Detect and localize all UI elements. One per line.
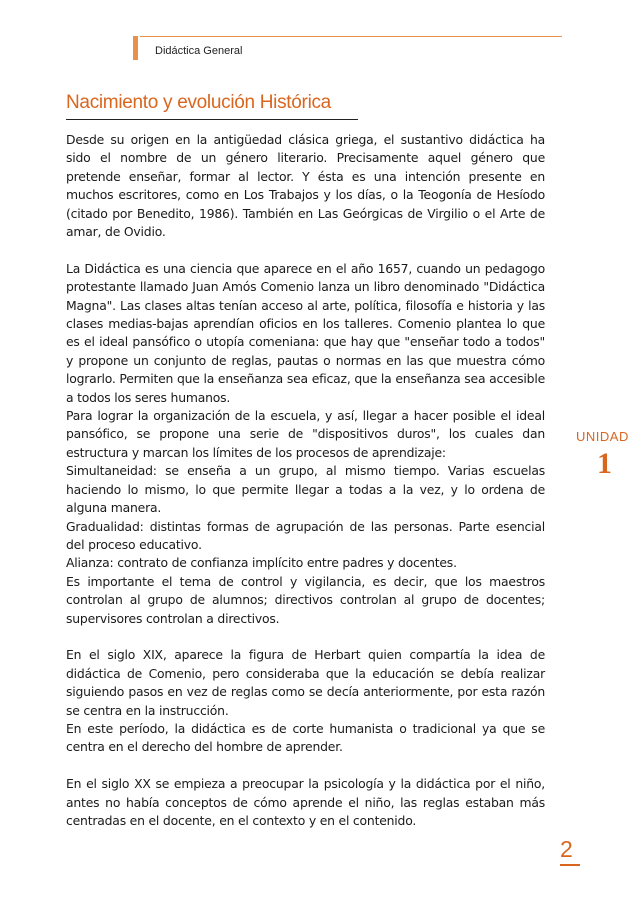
- paragraph: En este período, la didáctica es de corte humanista o tradicional ya que se centra en el derecho del hombre de aprender.: [66, 720, 545, 755]
- section-title: Nacimiento y evolución Histórica: [66, 92, 331, 113]
- paragraph: En el siglo XIX, aparece la figura de Herbart quien compartía la idea de didáctica de Comenio, pero consideraba que la educación se debía realizar siguiendo pasos en vez de reglas como se decía anteriormente, por esta razón se centra en la instrucción.: [66, 647, 545, 718]
- paragraph: En el siglo XX se empieza a preocupar la psicología y la didáctica por el niño, antes no había conceptos de cómo aprende el niño, las reglas estaban más centradas en el docente, en el contexto y en el contenido.: [66, 776, 545, 828]
- paragraph: Para lograr la organización de la escuela, y así, llegar a hacer posible el ideal pansófico, se propone una serie de "dispositivos duros", los cuales dan estructura y marcan los límites de los procesos de aprendizaje:: [66, 408, 545, 460]
- unidad-label: UNIDAD: [576, 429, 629, 444]
- header-title: Didáctica General: [155, 45, 243, 57]
- paragraph: Gradualidad: distintas formas de agrupación de las personas. Parte esencial del proceso educativo.: [66, 518, 545, 552]
- page-number: 2: [560, 836, 573, 862]
- page-number-underline: [560, 864, 580, 866]
- paragraph: La Didáctica es una ciencia que aparece en el año 1657, cuando un pedagogo protestante llamado Juan Amós Comenio lanza un libro denominado "Didáctica Magna". Las clases altas tenían acceso al arte, política, filosofía e historia y las clases medias-bajas aprendían oficios en los talleres. Comenio plantea lo que es el ideal pansófico o utopía comeniana: que hay que "enseñar todo a todos" y propone un conjunto de reglas, pautas o normas en las que muestra cómo lograrlo. Permiten que la enseñanza sea eficaz, que la enseñanza sea accesible a todos los seres humanos.: [66, 260, 545, 405]
- paragraph: Desde su origen en la antigüedad clásica griega, el sustantivo didáctica ha sido el nombre de un género literario. Precisamente aquel género que pretende enseñar, formar al lector. Y ésta es una intención presente en muchos escritores, como en Los Trabajos y los días, o la Teogonía de Hesíodo (citado por Benedito, 1986). También en Las Geórgicas de Virgilio o el Arte de amar, de Ovidio.: [66, 132, 545, 240]
- section-title-underline: [66, 119, 358, 120]
- body-text: [66, 131, 545, 830]
- header-accent-bar: [133, 36, 138, 60]
- paragraph: Alianza: contrato de confianza implícito entre padres y docentes.: [66, 555, 457, 571]
- paragraph: Es importante el tema de control y vigilancia, es decir, que los maestros controlan al grupo de alumnos; directivos controlan al grupo de docentes; supervisores controlan a directivos.: [66, 573, 545, 626]
- unidad-number: 1: [597, 447, 612, 480]
- paragraph: Simultaneidad: se enseña a un grupo, al mismo tiempo. Varias escuelas haciendo lo mismo, lo que permite llegar a todas a la vez, y lo ordena de alguna manera.: [66, 463, 545, 516]
- header-rule: [140, 36, 562, 37]
